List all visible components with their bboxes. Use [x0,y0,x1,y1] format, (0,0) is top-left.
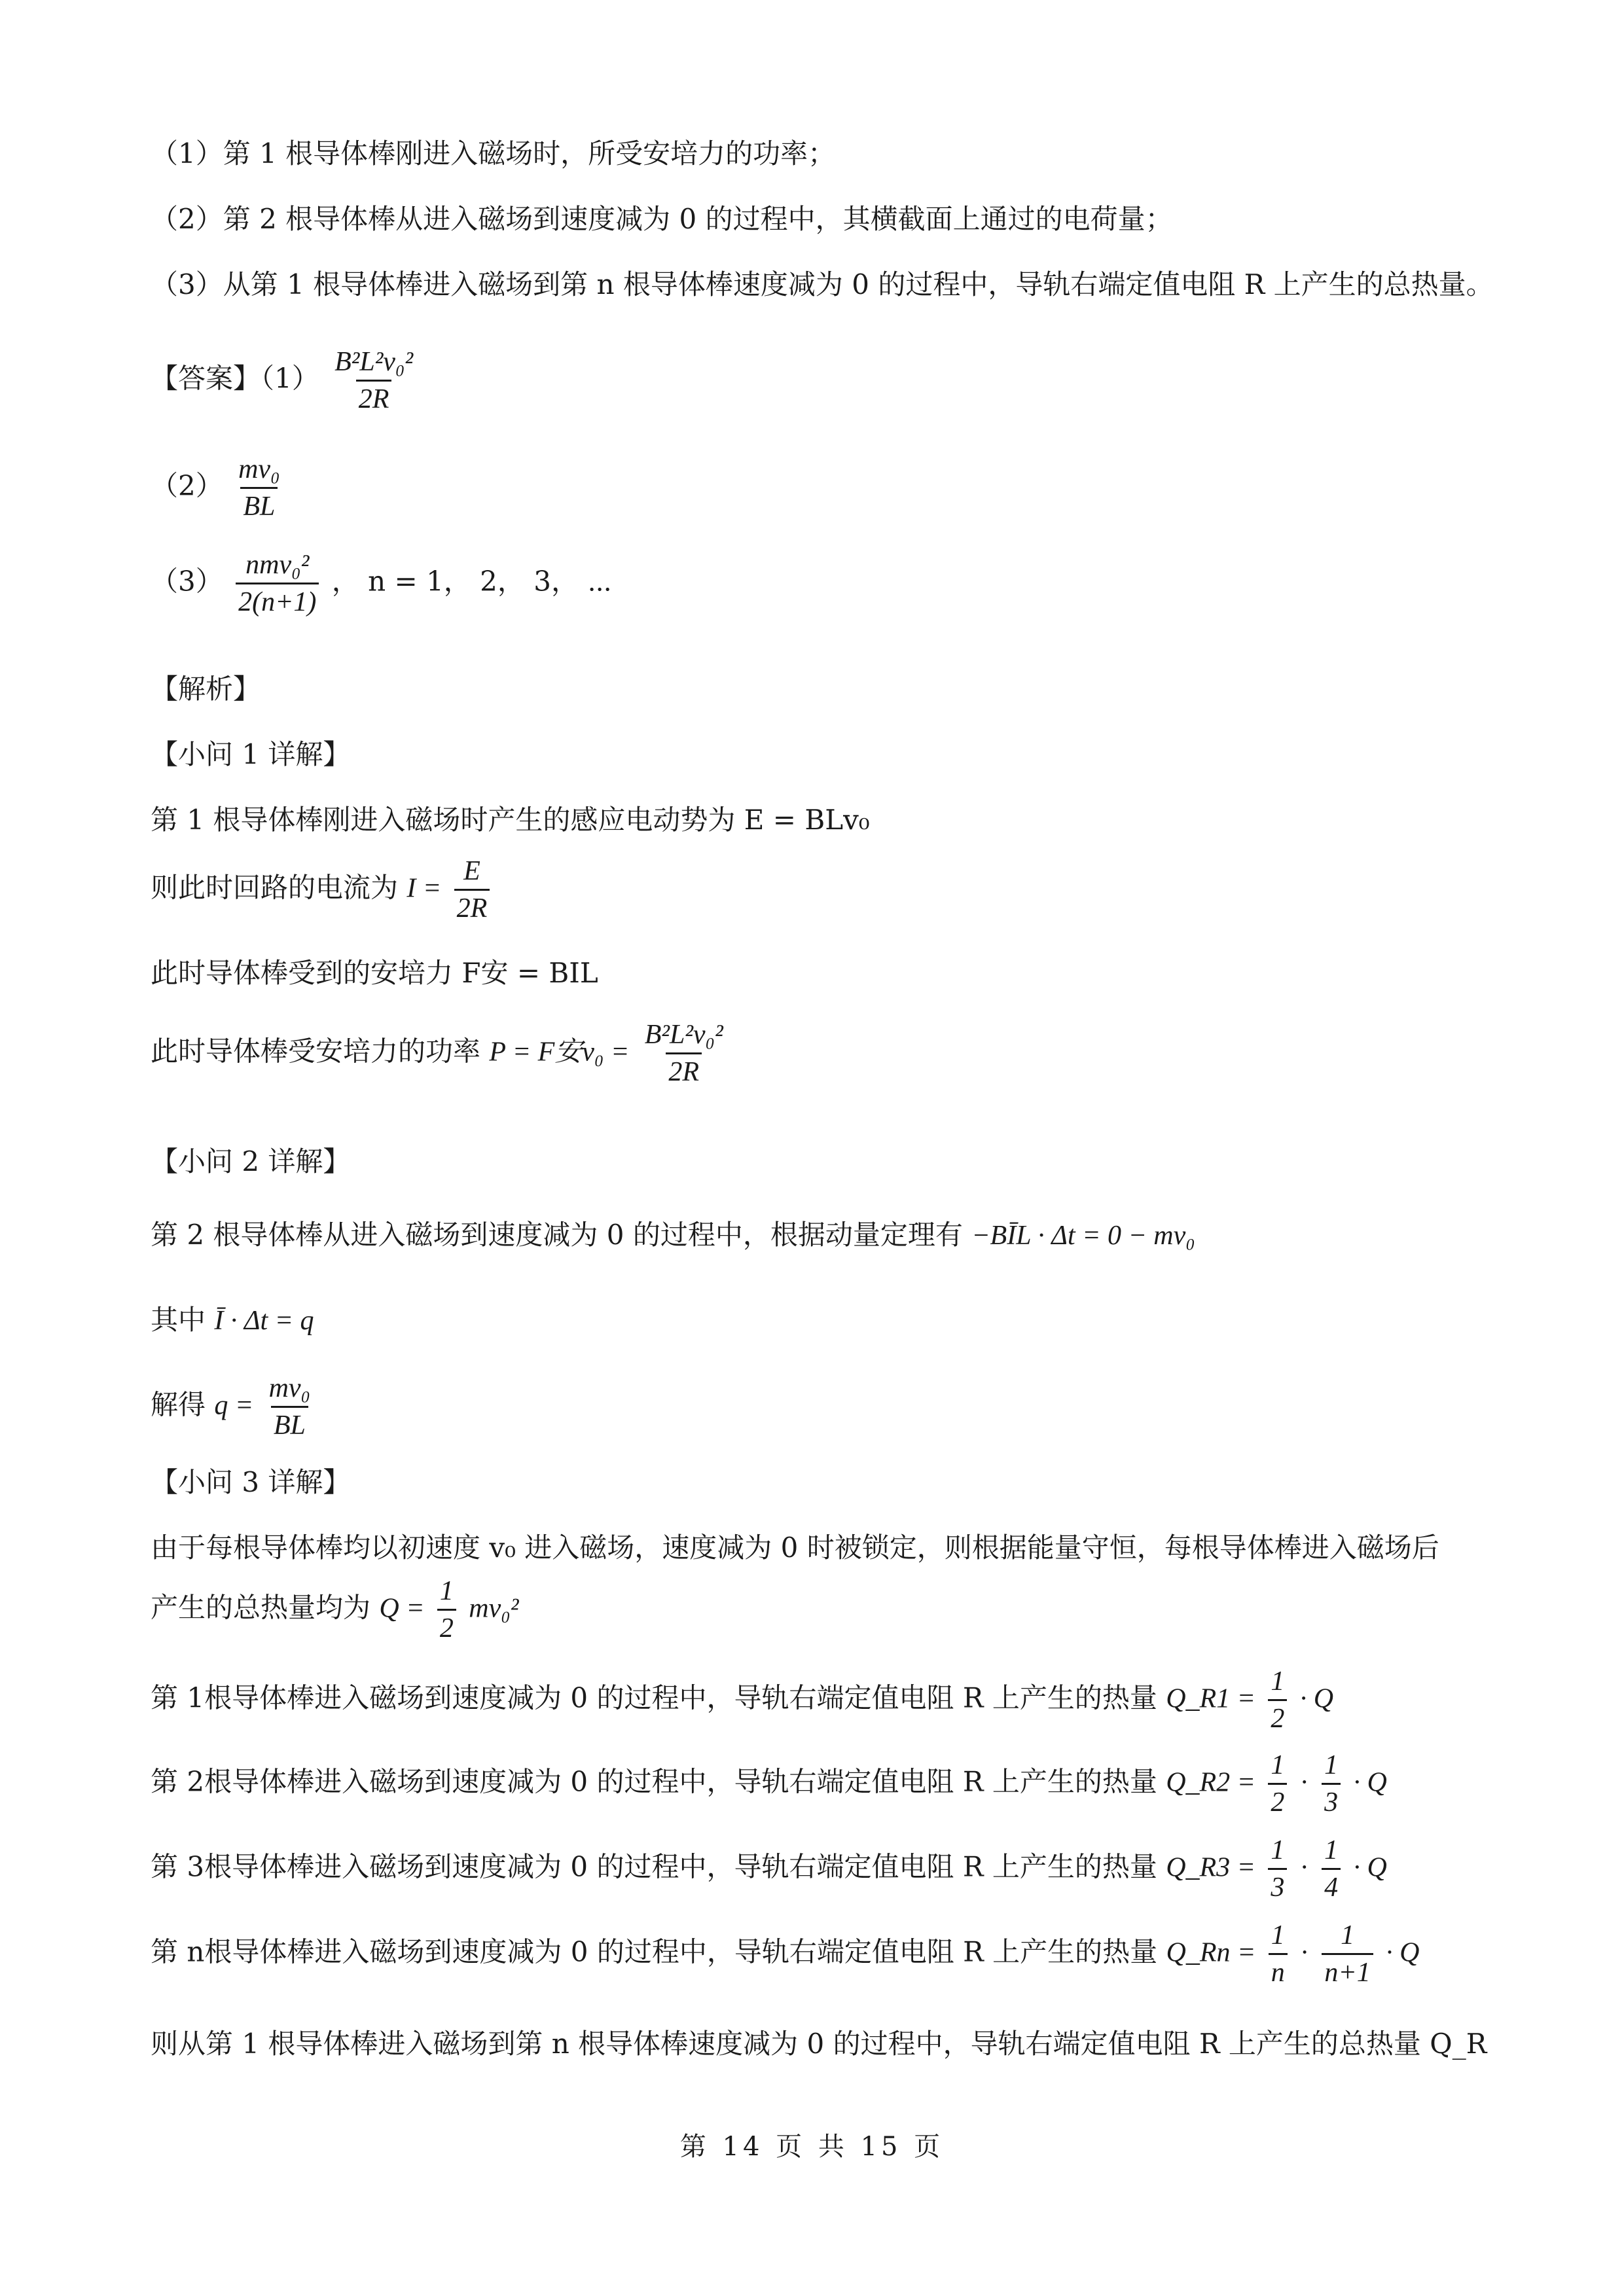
heat-row-tail: · Q [1353,1852,1387,1883]
s2-line-1-eq: −BĪL · Δt = 0 − mv₀ [971,1221,1195,1251]
question-1: （1）第 1 根导体棒刚进入磁场时，所受安培力的功率； [151,137,836,170]
answer-3-fraction [236,551,319,616]
s1-line-2-text: 则此时回路的电流为 [151,871,399,904]
answer-3-numerator: nmv₀² [245,550,310,580]
heat-row: 第 n根导体棒进入磁场到速度减为 0 的过程中，导轨右端定值电阻 R 上产生的热量 Q_Rn = $\frac{1}{n}$ · $\frac{1}{n+1}$ · Q [151,1920,1420,1988]
s1-line-2-denominator: 2R [454,889,490,922]
answer-1 [151,348,420,413]
s3-line-2-numerator: 1 [439,1576,454,1606]
s3-line-2-eq: Q = [379,1593,425,1624]
heat-row-fraction-2-denominator: n+1 [1322,1953,1373,1986]
page-footer: 第 14 页 共 15 页 [679,2132,945,2162]
heat-row-prefix: 第 2 [151,1765,205,1798]
s2-line-3-denominator: BL [271,1406,308,1439]
heat-row-fraction-1 [1268,1668,1287,1732]
subquestion-2-heading: 【小问 2 详解】 [151,1145,351,1177]
heat-row-text: 根导体棒进入磁场到速度减为 0 的过程中，导轨右端定值电阻 R 上产生的热量 [204,1681,1157,1714]
heat-row-fraction-2 [1322,1922,1373,1986]
answer-3-label: （3） [151,565,223,598]
heat-row-fraction-1 [1268,1837,1287,1901]
heat-row-tail: · Q [1386,1937,1420,1968]
s1-line-3: 此时导体棒受到的安培力 F安 = BIL [151,957,598,989]
question-3: （3）从第 1 根导体棒进入磁场到第 n 根导体棒速度减为 0 的过程中，导轨右端定值电阻 R 上产生的总热量。 [151,268,1494,300]
answer-2 [151,456,287,520]
s1-line-4-numerator: B²L²v₀² [644,1020,723,1050]
s1-line-4-text: 此时导体棒受安培力的功率 [151,1035,481,1067]
s2-line-3-numerator: mv₀ [268,1373,311,1403]
heat-row-tail: · Q [1299,1683,1334,1714]
heat-row-fraction-2-denominator: 4 [1322,1868,1341,1901]
s2-line-2-eq: Ī · Δt = q [214,1306,314,1336]
analysis-label: 【解析】 [151,673,261,705]
s2-line-2-text: 其中 [151,1304,206,1336]
s1-line-4-fraction [642,1021,726,1086]
heat-row-prefix: 第 3 [151,1850,205,1883]
answer-3-denominator: 2(n+1) [236,583,319,616]
s3-line-2-fraction [437,1577,456,1642]
s1-line-4 [151,1021,730,1086]
s1-line-2-fraction [454,857,490,922]
s1-line-2-eq: I = [406,873,442,904]
subquestion-3-heading: 【小问 3 详解】 [151,1466,351,1498]
s2-line-3-text: 解得 [151,1388,206,1421]
heat-row-q: Q_R1 = [1166,1683,1256,1714]
s3-line-2-denominator: 2 [437,1609,456,1642]
heat-row-fraction-1-denominator: 2 [1268,1699,1287,1732]
heat-row-fraction-1-numerator: 1 [1271,1666,1285,1696]
heat-row-prefix: 第 n [151,1935,205,1968]
heat-row-prefix: 第 1 [151,1681,205,1714]
s1-line-2 [151,857,494,922]
s2-line-3-fraction [266,1374,314,1439]
heat-row-text: 根导体棒进入磁场到速度减为 0 的过程中，导轨右端定值电阻 R 上产生的热量 [204,1765,1157,1798]
heat-row-fraction-2-numerator: 1 [1324,1750,1339,1780]
heat-row-fraction-1-denominator: n [1269,1953,1288,1986]
answer-2-denominator: BL [240,487,278,520]
heat-row-fraction-1-numerator: 1 [1271,1920,1285,1950]
heat-row-fraction-1-denominator: 2 [1268,1783,1287,1816]
heat-row: 第 3根导体棒进入磁场到速度减为 0 的过程中，导轨右端定值电阻 R 上产生的热量 Q_R3 = $\frac{1}{3}$ · $\frac{1}{4}$ · Q [151,1835,1387,1903]
s1-line-1: 第 1 根导体棒刚进入磁场时产生的感应电动势为 E = BLv₀ [151,804,870,836]
s3-line-1: 由于每根导体棒均以初速度 v₀ 进入磁场，速度减为 0 时被锁定，则根据能量守恒，每根导体棒进入磁场后 [151,1532,1439,1564]
heat-row: 第 2根导体棒进入磁场到速度减为 0 的过程中，导轨右端定值电阻 R 上产生的热量 Q_R2 = $\frac{1}{2}$ · $\frac{1}{3}$ · Q [151,1750,1387,1818]
heat-row-q: Q_R3 = [1166,1852,1256,1883]
s1-line-2-numerator: E [463,856,480,886]
answer-3-tail: ， n = 1， 2， 3， ⋯ [331,565,613,598]
s1-line-4-denominator: 2R [666,1052,702,1086]
answer-1-numerator: B²L²v₀² [334,347,414,377]
answer-2-label: （2） [151,469,223,502]
subquestion-1-heading: 【小问 1 详解】 [151,738,351,770]
answer-2-fraction [236,456,283,520]
answer-label: 【答案】（1） [151,362,319,395]
s2-line-2 [151,1306,314,1335]
heat-row-q: Q_R2 = [1166,1767,1256,1798]
s2-line-3-eq: q = [214,1390,254,1421]
heat-row-fraction-2-denominator: 3 [1322,1783,1341,1816]
heat-row-fraction-1-denominator: 3 [1268,1868,1287,1901]
answer-1-fraction [332,348,416,413]
heat-row-q: Q_Rn = [1166,1937,1256,1968]
answer-1-denominator: 2R [356,380,392,413]
s2-line-3 [151,1374,317,1439]
s2-line-1 [151,1221,1195,1249]
heat-row-fraction-2 [1322,1837,1341,1901]
s3-line-2-text: 产生的总热量均为 [151,1591,371,1624]
s1-line-4-eq: P = F安v₀ = [489,1037,630,1067]
s3-line-2-tail: mv₀² [469,1593,519,1624]
s2-line-1-text: 第 2 根导体棒从进入磁场到速度减为 0 的过程中，根据动量定理有 [151,1219,963,1251]
heat-row-fraction-1 [1269,1922,1288,1986]
heat-row-text: 根导体棒进入磁场到速度减为 0 的过程中，导轨右端定值电阻 R 上产生的热量 [204,1850,1157,1883]
heat-row-fraction-1-numerator: 1 [1271,1750,1285,1780]
s3-last-line: 则从第 1 根导体棒进入磁场到第 n 根导体棒速度减为 0 的过程中，导轨右端定值电阻 R 上产生的总热量 Q_R [151,2028,1487,2060]
heat-row-fraction-1-numerator: 1 [1271,1835,1285,1865]
heat-row [151,1668,1333,1732]
heat-row-fraction-2-numerator: 1 [1341,1920,1355,1950]
answer-3 [151,551,612,616]
heat-row-text: 根导体棒进入磁场到速度减为 0 的过程中，导轨右端定值电阻 R 上产生的热量 [204,1935,1158,1968]
heat-row-fraction-2-numerator: 1 [1324,1835,1339,1865]
heat-row-fraction-1 [1268,1751,1287,1816]
heat-row-tail: · Q [1353,1767,1387,1798]
question-2: （2）第 2 根导体棒从进入磁场到速度减为 0 的过程中，其横截面上通过的电荷量； [151,203,1173,235]
answer-2-numerator: mv₀ [238,454,280,484]
heat-row-fraction-2 [1322,1751,1341,1816]
s3-line-2 [151,1577,518,1642]
